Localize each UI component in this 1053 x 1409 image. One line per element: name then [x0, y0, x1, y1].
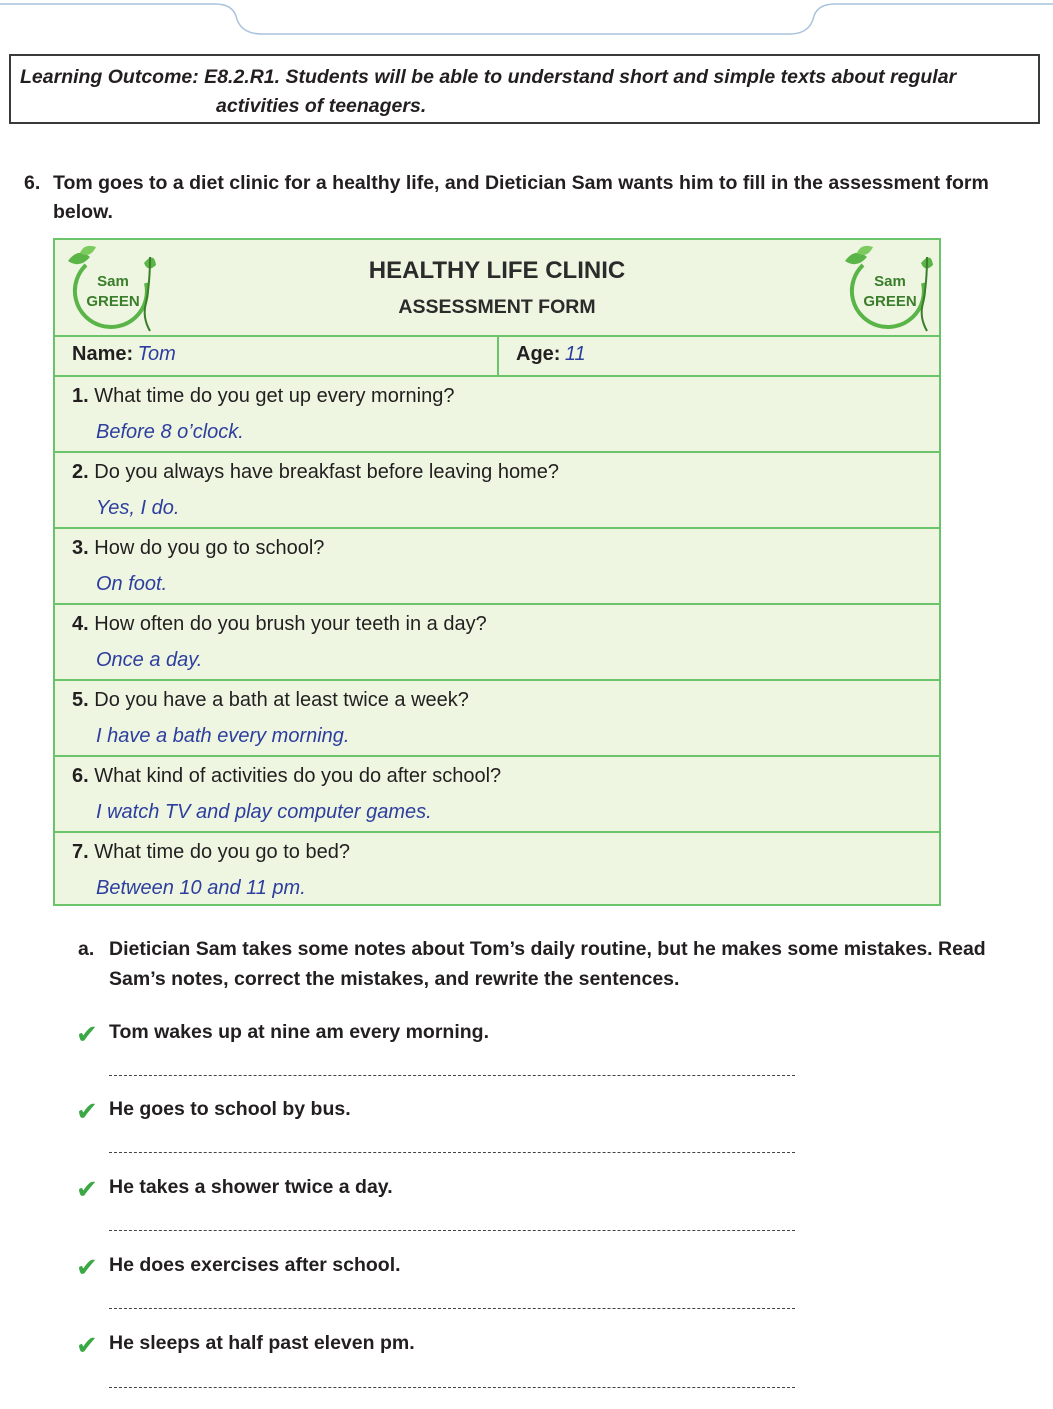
item-answer: Between 10 and 11 pm. — [96, 877, 306, 899]
item-question: How often do you brush your teeth in a day? — [94, 613, 487, 635]
check-icon: ✔ — [76, 1330, 98, 1360]
item-answer: Once a day. — [96, 649, 203, 671]
question-text: Tom goes to a diet clinic for a healthy life, and Dietician Sam wants him to fill in the assessment form below. — [53, 172, 989, 223]
learning-outcome-line1: Learning Outcome: E8.2.R1. Students will be able to understand short and simple texts about regular — [20, 66, 957, 88]
leaf-logo-icon — [835, 243, 935, 333]
form-item — [55, 453, 939, 529]
item-question: What time do you go to bed? — [94, 841, 350, 863]
age-value: 11 — [564, 343, 586, 365]
form-title: HEALTHY LIFE CLINIC — [368, 257, 626, 284]
note-text: He sleeps at half past eleven pm. — [109, 1332, 415, 1354]
answer-line[interactable] — [109, 1075, 795, 1076]
form-subtitle: ASSESSMENT FORM — [398, 296, 596, 318]
answer-line[interactable] — [109, 1230, 795, 1231]
learning-outcome-line2: activities of teenagers. — [216, 95, 427, 117]
note-text: He takes a shower twice a day. — [109, 1176, 393, 1198]
item-number: 7. — [72, 841, 89, 863]
learning-outcome-box — [9, 54, 1040, 124]
age-cell — [499, 335, 939, 375]
form-item — [55, 605, 939, 681]
logo-text-sam: Sam — [874, 273, 906, 290]
page-top-tab-decoration — [0, 0, 1053, 40]
name-age-row — [55, 335, 939, 377]
logo-text-sam: Sam — [97, 273, 129, 290]
item-question: How do you go to school? — [94, 537, 325, 559]
name-value: Tom — [137, 343, 176, 365]
item-answer: On foot. — [96, 573, 168, 595]
part-a-instruction: Dietician Sam takes some notes about Tom’s daily routine, but he makes some mistakes. Read Sam’s notes, correct the mistakes, and rewrite the sentences. — [109, 938, 986, 990]
note-text: Tom wakes up at nine am every morning. — [109, 1021, 489, 1043]
form-item — [55, 377, 939, 453]
item-answer: I watch TV and play computer games. — [96, 801, 432, 823]
item-number: 5. — [72, 689, 89, 711]
item-answer: Yes, I do. — [96, 497, 180, 519]
name-cell — [55, 335, 499, 375]
logo-text-green: GREEN — [863, 293, 917, 310]
item-number: 1. — [72, 385, 89, 407]
form-item — [55, 757, 939, 833]
form-item — [55, 833, 939, 907]
item-number: 6. — [72, 765, 89, 787]
form-item — [55, 529, 939, 605]
note-text: He goes to school by bus. — [109, 1098, 351, 1120]
item-question: Do you always have breakfast before leaving home? — [94, 461, 559, 483]
item-answer: Before 8 o’clock. — [96, 421, 244, 443]
item-question: What time do you get up every morning? — [94, 385, 455, 407]
answer-line[interactable] — [109, 1387, 795, 1388]
item-number: 4. — [72, 613, 89, 635]
item-question: Do you have a bath at least twice a week? — [94, 689, 469, 711]
check-icon: ✔ — [76, 1096, 98, 1126]
answer-line[interactable] — [109, 1308, 795, 1309]
item-question: What kind of activities do you do after school? — [94, 765, 502, 787]
assessment-form — [53, 238, 941, 906]
logo-text-green: GREEN — [86, 293, 140, 310]
check-icon: ✔ — [76, 1019, 98, 1049]
question-number: 6. — [24, 172, 41, 194]
item-number: 3. — [72, 537, 89, 559]
part-a-letter: a. — [78, 938, 95, 960]
answer-line[interactable] — [109, 1152, 795, 1153]
note-text: He does exercises after school. — [109, 1254, 401, 1276]
item-answer: I have a bath every morning. — [96, 725, 350, 747]
age-label: Age: — [516, 343, 561, 365]
item-number: 2. — [72, 461, 89, 483]
form-header — [55, 240, 939, 337]
form-item — [55, 681, 939, 757]
name-label: Name: — [72, 343, 134, 365]
check-icon: ✔ — [76, 1252, 98, 1282]
check-icon: ✔ — [76, 1174, 98, 1204]
